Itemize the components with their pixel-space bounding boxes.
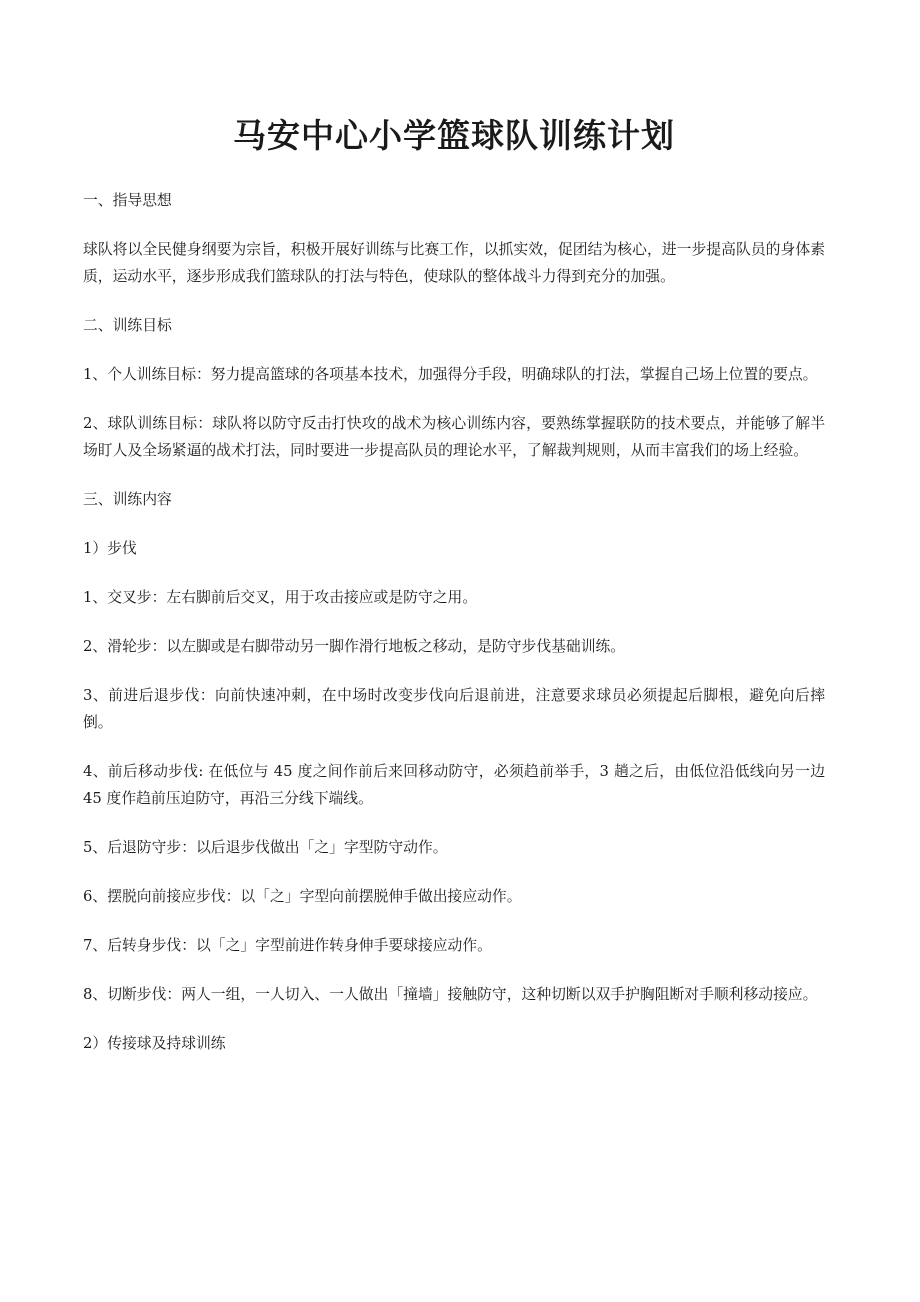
heading-training-content: 三、训练内容: [83, 491, 172, 508]
document-title: 马安中心小学篮球队训练计划: [233, 116, 675, 155]
paragraph-individual-goal: 1、个人训练目标：努力提高篮球的各项基本技术，加强得分手段，明确球队的打法，掌握自己场上位置的要点。: [83, 366, 818, 383]
paragraph-team-goal: 2、球队训练目标：球队将以防守反击打快攻的战术为核心训练内容，要熟练掌握联防的技术要点，并能够了解半场盯人及全场紧逼的战术打法，同时要进一步提高队员的理论水平，了解裁判规则，从而丰富我们的场上经验。: [83, 415, 825, 459]
subheading-footwork: 1）步伐: [83, 540, 137, 557]
list-item-back-turn-step: 7、后转身步伐：以「之」字型前进作转身伸手要球接应动作。: [83, 937, 492, 954]
document-body: [83, 187, 825, 1057]
paragraph-guiding-ideology: 球队将以全民健身纲要为宗旨，积极开展好训练与比赛工作，以抓实效，促团结为核心，进一步提高队员的身体素质，运动水平，逐步形成我们篮球队的打法与特色，使球队的整体战斗力得到充分的加强。: [83, 241, 825, 285]
list-item-slide-step: 2、滑轮步：以左脚或是右脚带动另一脚作滑行地板之移动，是防守步伐基础训练。: [83, 638, 626, 655]
list-item-back-forth-movement: 4、前后移动步伐: 在低位与 45 度之间作前后来回移动防守，必须趋前举手，3 趟之后，由低位沿低线向另一边 45 度作趋前压迫防守，再沿三分线下端线。: [83, 763, 825, 807]
list-item-cut-step: 8、切断步伐：两人一组，一人切入、一人做出「撞墙」接触防守，这种切断以双手护胸阻断对手顺利移动接应。: [83, 986, 818, 1003]
heading-guiding-ideology: 一、指导思想: [83, 192, 172, 209]
subheading-passing-dribbling: 2）传接球及持球训练: [83, 1035, 226, 1052]
list-item-backward-defense-step: 5、后退防守步：以后退步伐做出「之」字型防守动作。: [83, 839, 448, 856]
list-item-cross-step: 1、交叉步：左右脚前后交叉，用于攻击接应或是防守之用。: [83, 589, 478, 606]
heading-training-goals: 二、训练目标: [83, 317, 172, 334]
document-page: [83, 110, 825, 1079]
list-item-forward-backward-step: 3、前进后退步伐：向前快速冲刺，在中场时改变步伐向后退前进，注意要求球员必须提起后脚根，避免向后摔倒。: [83, 687, 825, 731]
list-item-break-free-step: 6、摆脱向前接应步伐：以「之」字型向前摆脱伸手做出接应动作。: [83, 888, 522, 905]
